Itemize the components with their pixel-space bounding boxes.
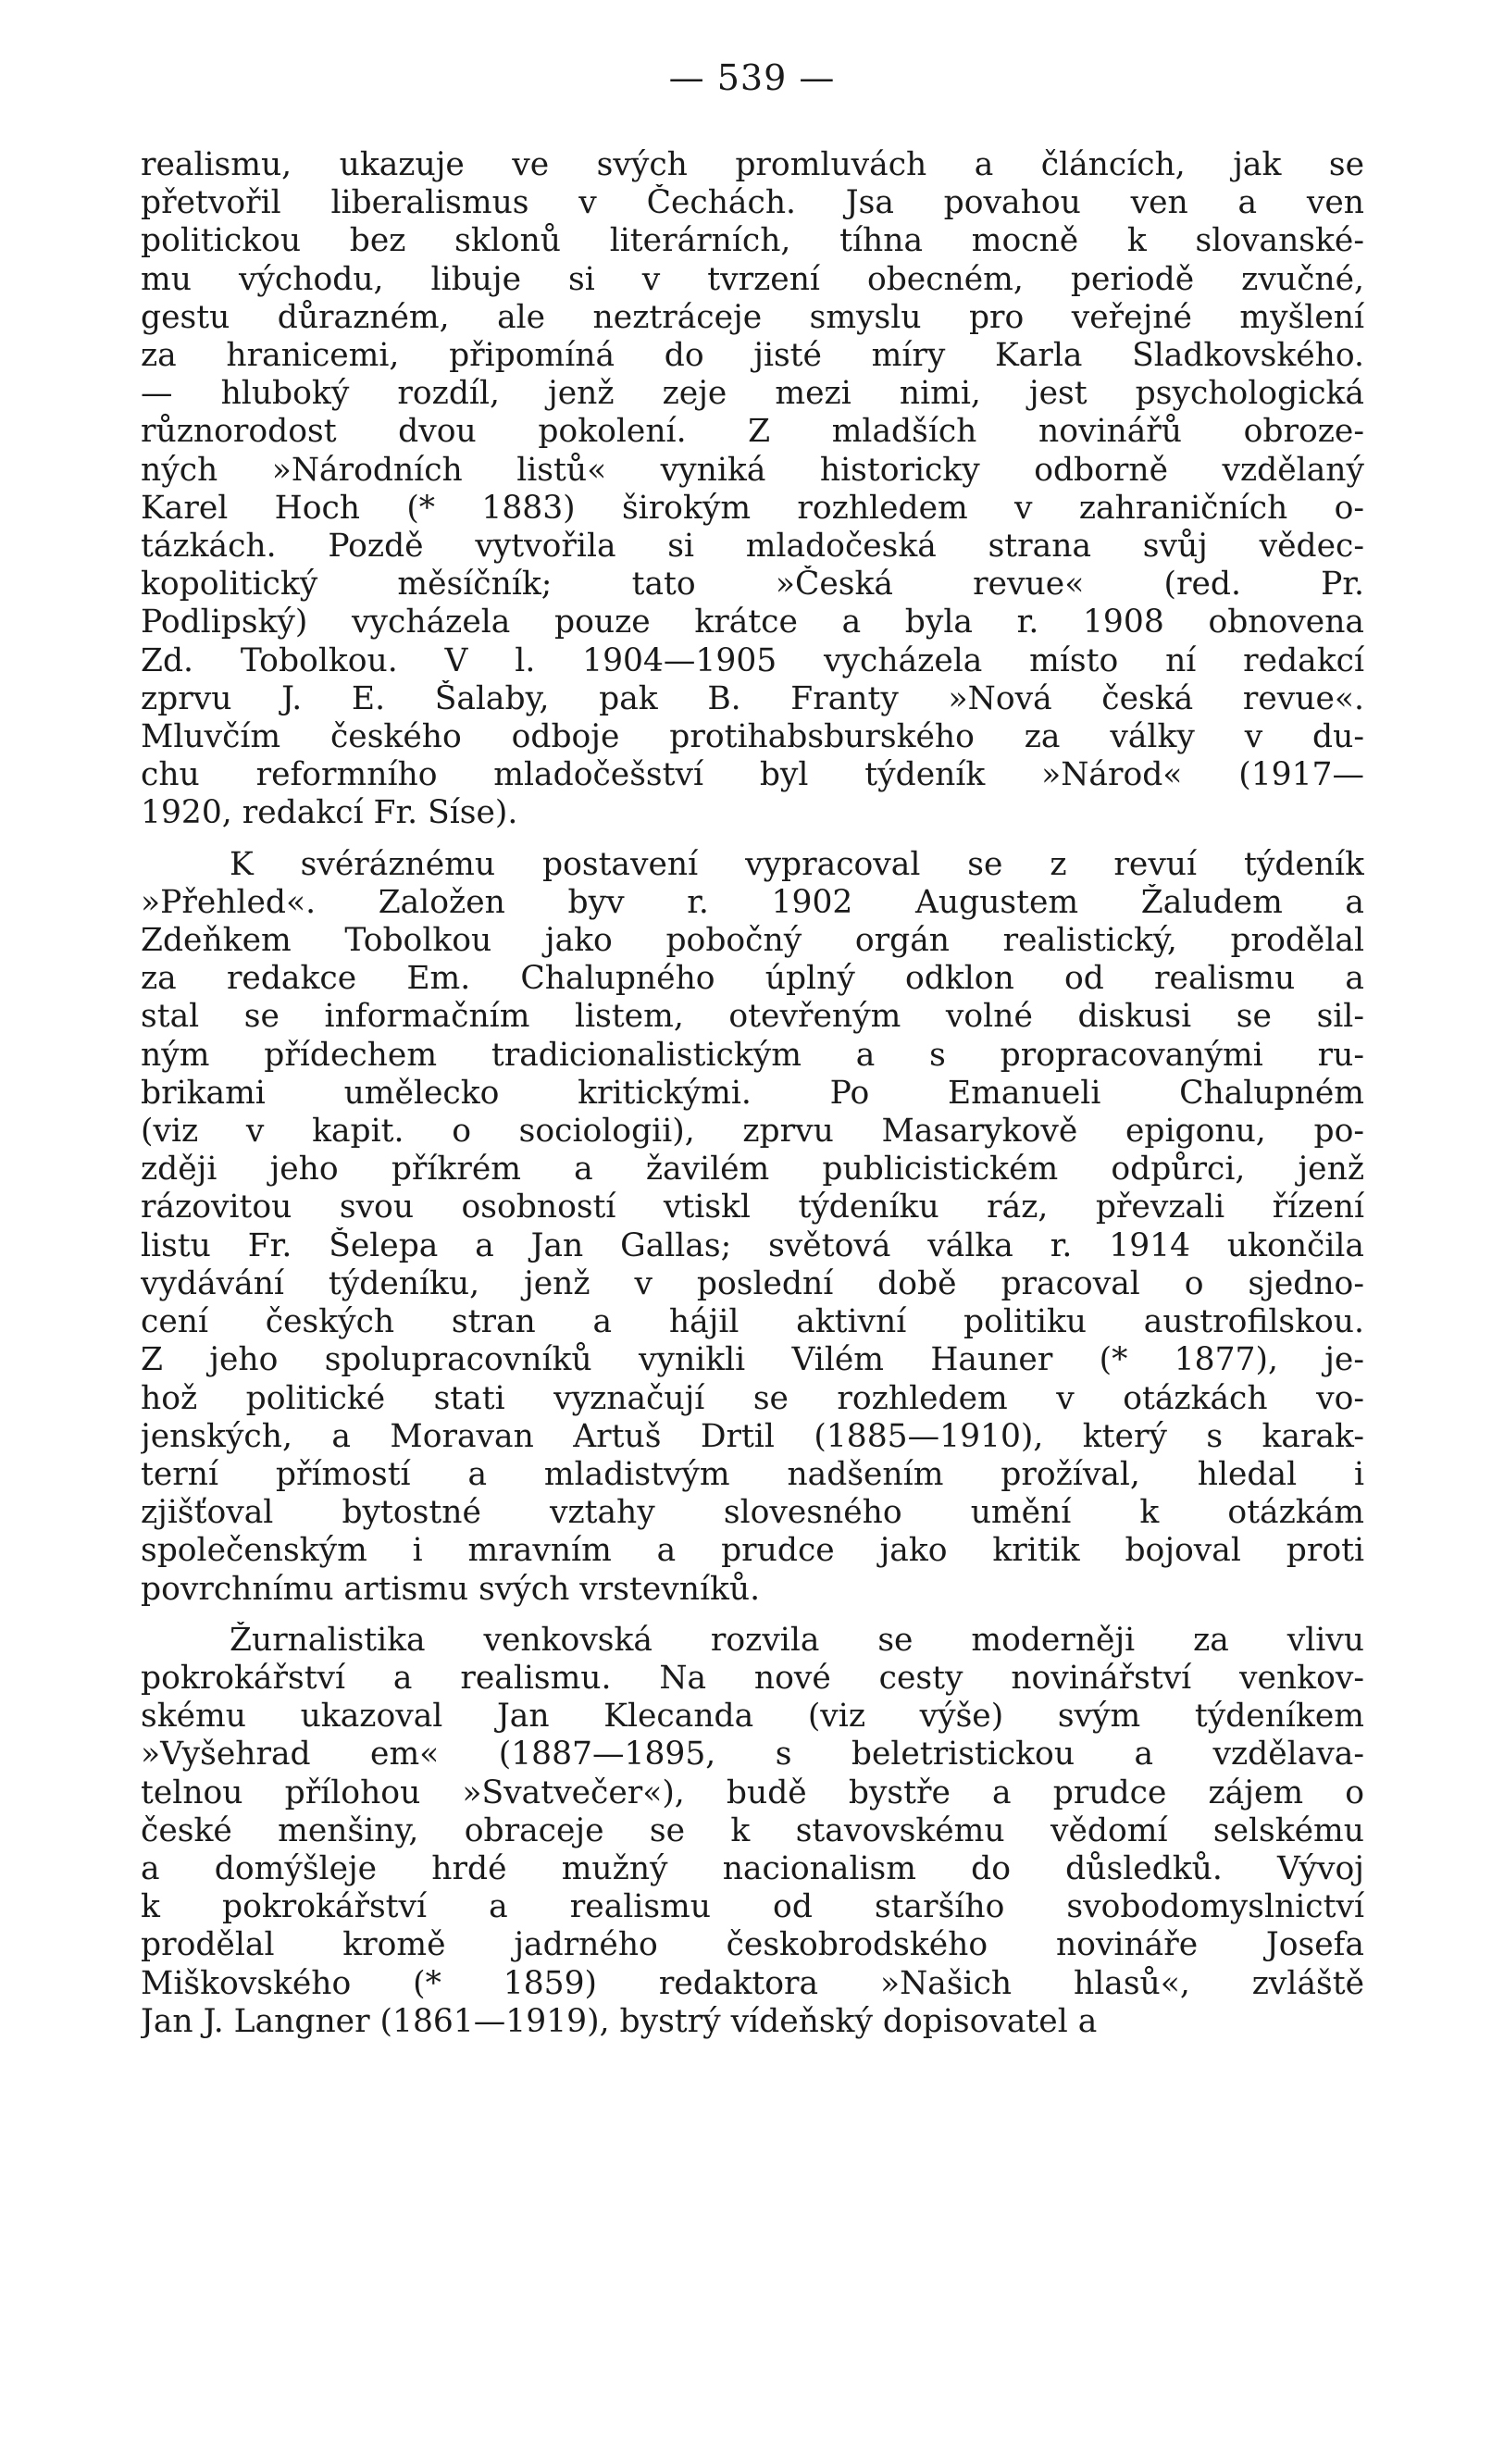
text-line: rázovitou svou osobností vtiskl týdeníku ráz, převzali řízení: [141, 1188, 1364, 1226]
text-line: skému ukazoval Jan Klecanda (viz výše) svým týdeníkem: [141, 1698, 1364, 1736]
text-line: »Přehled«. Založen byv r. 1902 Augustem Žaludem a: [141, 883, 1364, 921]
text-line: zjišťoval bytostné vztahy slovesného umění k otázkám: [141, 1494, 1364, 1532]
paragraph-3: [141, 1622, 1364, 2041]
page-number: — 539 —: [668, 57, 836, 98]
text-line: povrchnímu artismu svých vrstevníků.: [141, 1570, 761, 1608]
text-line: Zdeňkem Tobolkou jako pobočný orgán realistický, prodělal: [141, 922, 1364, 960]
text-line: za redakce Em. Chalupného úplný odklon od realismu a: [141, 960, 1364, 998]
text-line: za hranicemi, připomíná do jisté míry Karla Sladkovského.: [141, 337, 1364, 375]
text-line: gestu důrazném, ale neztráceje smyslu pro veřejné myšlení: [141, 298, 1364, 336]
text-line: Karel Hoch (* 1883) širokým rozhledem v zahraničních o-: [141, 489, 1364, 527]
paragraph-2: [141, 846, 1364, 1609]
text-line: různorodost dvou pokolení. Z mladších novinářů obroze-: [141, 413, 1364, 451]
text-line: jenských, a Moravan Artuš Drtil (1885—1910), který s karak-: [141, 1417, 1364, 1455]
text-line: společenským i mravním a prudce jako kritik bojoval proti: [141, 1532, 1364, 1570]
text-line: »Vyšehrad em« (1887—1895, s beletristickou a vzdělava-: [141, 1736, 1364, 1773]
text-line: kopolitický měsíčník; tato »Česká revue« (red. Pr.: [141, 566, 1364, 604]
text-line: Z jeho spolupracovníků vynikli Vilém Hauner (* 1877), je-: [141, 1341, 1364, 1379]
text-line: cení českých stran a hájil aktivní politiku austrofilskou.: [141, 1303, 1364, 1341]
text-line: ných »Národních listů« vyniká historicky odborně vzdělaný: [141, 451, 1364, 489]
text-line: listu Fr. Šelepa a Jan Gallas; světová válka r. 1914 ukončila: [141, 1226, 1364, 1264]
text-line: chu reformního mladočešství byl týdeník »Národ« (1917—: [141, 756, 1364, 794]
text-line: zprvu J. E. Šalaby, pak B. Franty »Nová česká revue«.: [141, 679, 1364, 717]
paragraph-1: [141, 146, 1364, 833]
text-line: stal se informačním listem, otevřeným volné diskusi se sil-: [141, 998, 1364, 1036]
body-text: [141, 146, 1364, 2041]
text-line: hož politické stati vyznačují se rozhledem v otázkách vo-: [141, 1379, 1364, 1417]
text-line: prodělal kromě jadrného českobrodského novináře Josefa: [141, 1926, 1364, 1964]
text-line: politickou bez sklonů literárních, tíhna mocně k slovanské-: [141, 222, 1364, 260]
text-line: realismu, ukazuje ve svých promluvách a článcích, jak se: [141, 146, 1364, 183]
text-line: Podlipský) vycházela pouze krátce a byla r. 1908 obnovena: [141, 604, 1364, 641]
text-line: Mluvčím českého odboje protihabsburského za války v du-: [141, 718, 1364, 756]
text-line: (viz v kapit. o sociologii), zprvu Masarykově epigonu, po-: [141, 1113, 1364, 1151]
text-line: vydávání týdeníku, jenž v poslední době pracoval o sjedno-: [141, 1264, 1364, 1302]
text-line: Zd. Tobolkou. V l. 1904—1905 vycházela místo ní redakcí: [141, 641, 1364, 679]
text-line: Miškovského (* 1859) redaktora »Našich hlasů«, zvláště: [141, 1964, 1364, 2002]
text-line: k pokrokářství a realismu od staršího svobodomyslnictví: [141, 1888, 1364, 1926]
text-line: přetvořil liberalismus v Čechách. Jsa povahou ven a ven: [141, 184, 1364, 222]
text-line: K svéráznému postavení vypracoval se z revuí týdeník: [230, 845, 1364, 883]
text-line: zději jeho příkrém a žavilém publicistickém odpůrci, jenž: [141, 1151, 1364, 1188]
text-line: pokrokářství a realismu. Na nové cesty novinářství venkov-: [141, 1659, 1364, 1697]
text-line: telnou přílohou »Svatvečer«), budě bystře a prudce zájem o: [141, 1773, 1364, 1811]
text-line: tázkách. Pozdě vytvořila si mladočeská strana svůj vědec-: [141, 528, 1364, 566]
text-line: 1920, redakcí Fr. Sísе).: [141, 794, 518, 832]
text-line: české menšiny, obraceje se k stavovskému vědomí selskému: [141, 1811, 1364, 1849]
text-line: a domýšleje hrdé mužný nacionalism do důsledků. Vývoj: [141, 1849, 1364, 1887]
text-line: — hluboký rozdíl, jenž zeje mezi nimi, jest psychologická: [141, 375, 1364, 413]
text-line: ným přídechem tradicionalistickým a s propracovanými ru-: [141, 1036, 1364, 1074]
text-line: brikami umělecko kritickými. Po Emanueli Chalupném: [141, 1074, 1364, 1112]
text-line: Jan J. Langner (1861—1919), bystrý vídeňský dopisovatel a: [141, 2002, 1098, 2040]
text-line: Žurnalistika venkovská rozvila se moderněji za vlivu: [230, 1621, 1364, 1659]
text-line: terní přímostí a mladistvým nadšením prožíval, hledal i: [141, 1455, 1364, 1493]
text-line: mu východu, libuje si v tvrzení obecném, periodě zvučné,: [141, 260, 1364, 298]
